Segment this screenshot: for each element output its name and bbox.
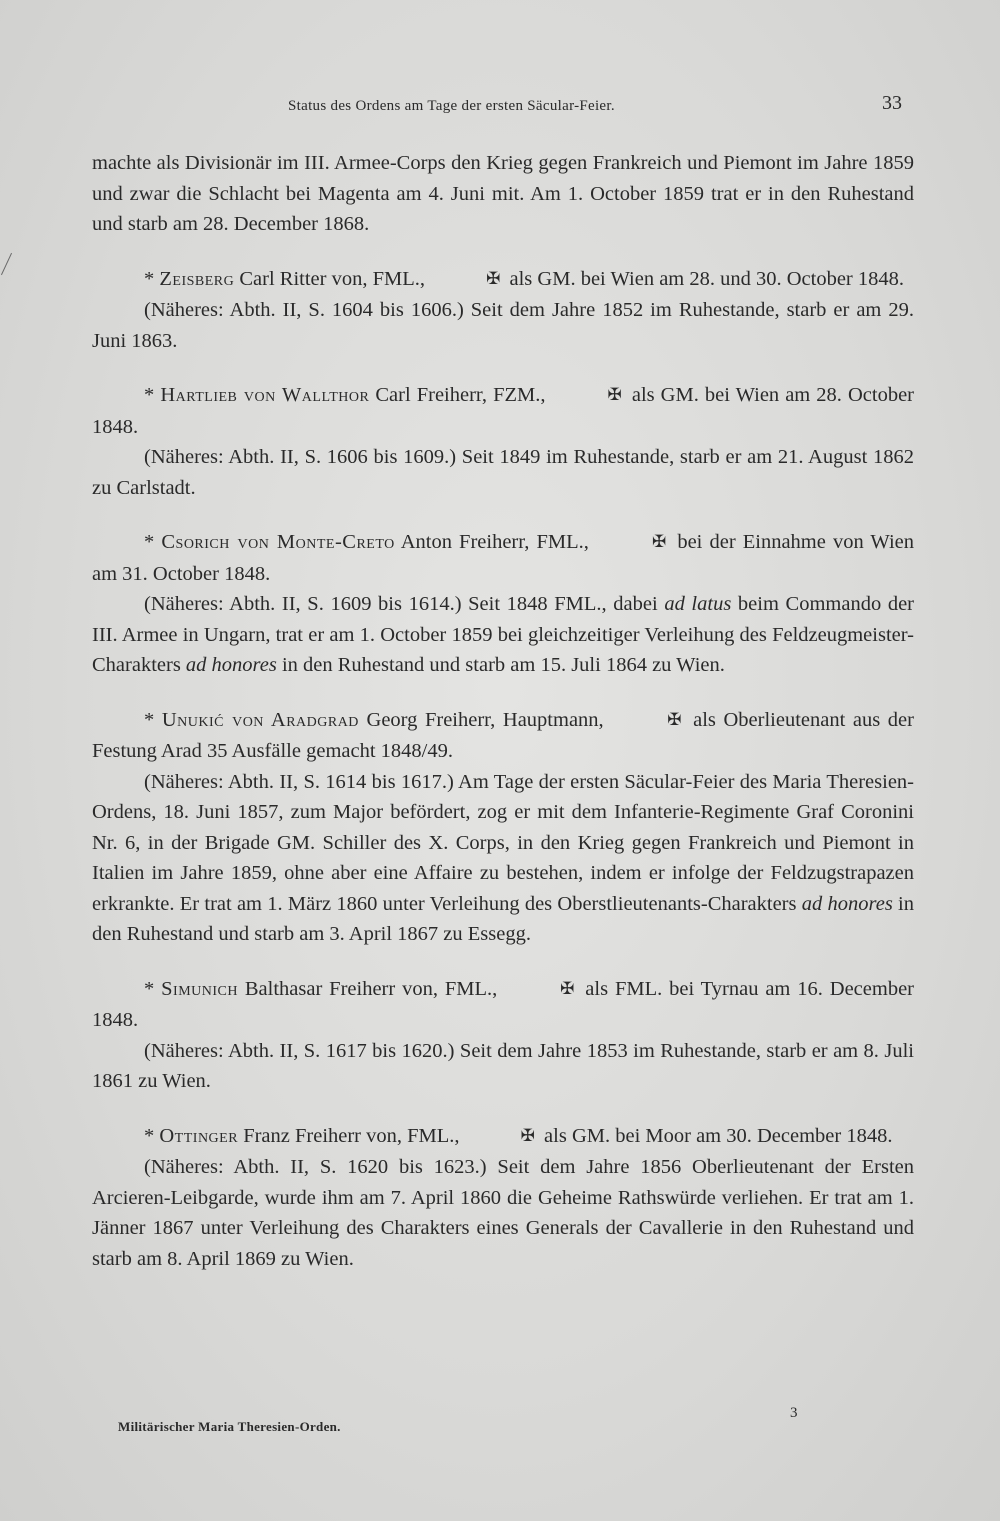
- entry-details: [92, 589, 914, 681]
- latin-phrase: ad latus: [664, 593, 732, 615]
- entry-star: *: [144, 384, 155, 406]
- entry-name: Hartlieb von Wallthor: [160, 384, 370, 406]
- entry-details: (Näheres: Abth. II, S. 1620 bis 1623.) Seit dem Jahre 1856 Oberlieutenant der Ersten Arcieren-Leibgarde, wurde ihm am 7. April 1860 die Geheime Rathswürde verliehen. Er trat am 1. Jänner 1867 unter Verleihung des Charakters eines Generals der Cavallerie in den Ruhestand und starb am 8. April 1869 zu Wien.: [92, 1156, 914, 1270]
- entry-deed: als FML. bei Tyrnau am 16. December 1848.: [92, 977, 915, 1031]
- details-text: beim Commando der III. Armee in Ungarn, trat er am 1. October 1859 bei gleichzeitiger Verleihung des Feldzeugmeister-Charakters: [92, 593, 914, 676]
- running-head: Status des Ordens am Tage der ersten Säcular-Feier.: [288, 98, 615, 114]
- details-text: (Näheres: Abth. II, S. 1614 bis 1617.) Am Tage der ersten Säcular-Feier des Maria Theresien-Ordens, 18. Juni 1857, zum Major befördert, zog er mit dem Infanterie-Regimente Graf Coronini Nr. 6, in der Brigade GM. Schiller des X. Corps, in den Krieg gegen Frankreich und Piemont in Italien im Jahre 1859, ohne aber eine Affaire zu bestehen, indem er infolge der Feldzugstrapazen erkrankte. Er trat am 1. März 1860 unter Verleihung des Oberstlieutenants-Charakters: [92, 770, 914, 915]
- entry-simunich: [92, 974, 914, 1097]
- entry-deed: als GM. bei Moor am 30. December 1848.: [538, 1124, 893, 1147]
- entry-unukic: [92, 705, 914, 950]
- details-text: in den Ruhestand und starb am 15. Juli 1864 zu Wien.: [276, 654, 725, 676]
- entry-heading: [92, 705, 914, 767]
- details-text: (Näheres: Abth. II, S. 1609 bis 1614.) Seit 1848 FML., dabei: [144, 593, 665, 615]
- entry-heading: [92, 1121, 914, 1153]
- entry-name: Csorich von Monte-Creto: [161, 531, 395, 553]
- entry-details: [92, 767, 914, 950]
- entry-rank: Franz Freiherr von, FML.,: [238, 1124, 465, 1147]
- entry-heading: [92, 974, 914, 1036]
- entry-deed: als Oberlieutenant aus der Festung Arad 35 Ausfälle gemacht 1848/49.: [92, 708, 914, 762]
- entry-ottinger: [92, 1121, 914, 1275]
- entry-rank: Anton Freiherr, FML.,: [394, 531, 596, 553]
- entry-rank: Carl Ritter von, FML.,: [234, 267, 431, 290]
- entry-zeisberg: [92, 264, 914, 357]
- sheet-number: 3: [790, 1405, 798, 1421]
- entry-star: *: [144, 531, 155, 553]
- entry-star: *: [144, 977, 155, 1000]
- details-text: in den Ruhestand und starb am 3. April 1867 zu Essegg.: [92, 892, 914, 945]
- entry-rank: Balthasar Freiherr von, FML.,: [237, 977, 505, 1000]
- latin-phrase: ad honores: [185, 654, 277, 676]
- entry-details: (Näheres: Abth. II, S. 1617 bis 1620.) Seit dem Jahre 1853 im Ruhestande, starb er am 8. Juli 1861 zu Wien.: [92, 1039, 914, 1092]
- latin-phrase: ad honores: [801, 892, 893, 915]
- entry-details: (Näheres: Abth. II, S. 1606 bis 1609.) Seit 1849 im Ruhestande, starb er am 21. August 1862 zu Carlstadt.: [92, 446, 914, 499]
- order-cross-icon: ✠: [651, 532, 667, 551]
- order-cross-icon: ✠: [520, 1125, 535, 1145]
- entry-heading: [92, 264, 914, 296]
- order-cross-icon: ✠: [607, 385, 622, 404]
- entry-rank: Carl Freiherr, FZM.,: [369, 384, 552, 406]
- signature-line: Militärischer Maria Theresien-Orden.: [118, 1419, 341, 1434]
- entry-deed: bei der Einnahme von Wien am 31. October 1848.: [92, 531, 914, 585]
- entry-name: Zeisberg: [159, 267, 235, 290]
- entry-deed: als GM. bei Wien am 28. October 1848.: [92, 384, 915, 438]
- entry-details: (Näheres: Abth. II, S. 1604 bis 1606.) Seit dem Jahre 1852 im Ruhestande, starb er am 29. Juni 1863.: [92, 299, 914, 352]
- entry-deed: als GM. bei Wien am 28. und 30. October 1848.: [504, 267, 905, 290]
- entry-heading: [92, 527, 914, 589]
- entry-rank: Georg Freiherr, Hauptmann,: [358, 708, 612, 731]
- margin-pencil-mark: [1, 253, 12, 275]
- entry-star: *: [144, 267, 155, 290]
- order-cross-icon: ✠: [486, 268, 501, 288]
- order-cross-icon: ✠: [667, 709, 682, 729]
- order-cross-icon: ✠: [560, 978, 575, 998]
- entry-csorich: [92, 527, 914, 681]
- page-number: 33: [882, 92, 902, 114]
- continuation-paragraph: machte als Divisionär im III. Armee-Corps den Krieg gegen Frankreich und Piemont im Jahre 1859 und zwar die Schlacht bei Magenta am 4. Juni mit. Am 1. October 1859 trat er in den Ruhestand und starb am 28. December 1868.: [92, 152, 914, 235]
- entry-name: Simunich: [161, 977, 238, 1000]
- entry-star: *: [144, 1124, 155, 1147]
- entry-heading: [92, 380, 914, 442]
- entry-name: Unukić von Aradgrad: [161, 708, 359, 731]
- page-body: [92, 148, 914, 1298]
- entry-star: *: [144, 708, 155, 731]
- entry-name: Ottinger: [159, 1124, 239, 1147]
- entry-hartlieb: [92, 380, 914, 503]
